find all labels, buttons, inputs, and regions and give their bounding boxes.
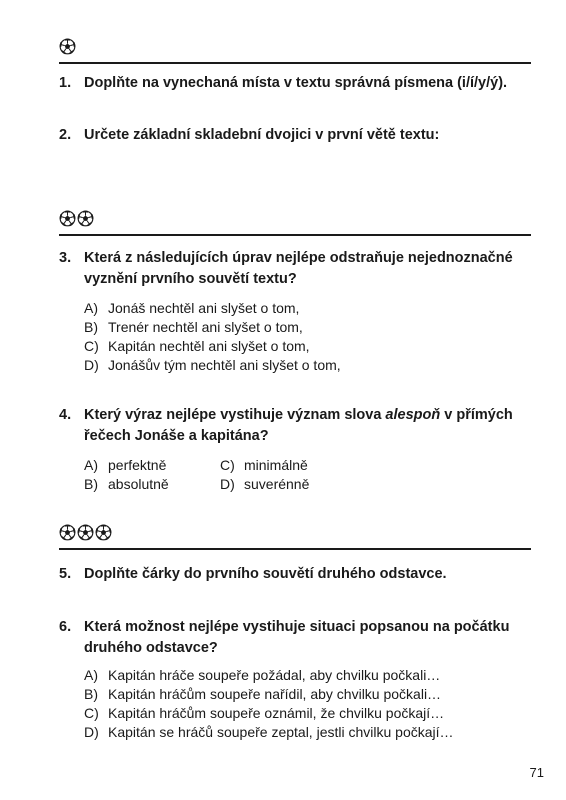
question-1 [59, 73, 529, 94]
question-text [84, 405, 529, 447]
question-number: 3. [59, 250, 72, 266]
soccer-ball-icon [59, 38, 76, 55]
option-text: perfektně [108, 457, 167, 473]
option-letter: C) [84, 705, 99, 721]
option-letter: D) [84, 724, 99, 740]
soccer-ball-icon [59, 524, 76, 541]
option-letter: D) [220, 476, 235, 492]
section-rule [59, 548, 531, 550]
difficulty-rating [59, 524, 112, 544]
option-text: absolutně [108, 476, 169, 492]
question-3 [59, 248, 529, 290]
question-number: 5. [59, 566, 72, 582]
answer-option-d[interactable] [84, 723, 454, 742]
question-text: Určete základní skladební dvojici v první větě textu: [84, 127, 440, 143]
option-letter: B) [84, 319, 98, 335]
section-rule [59, 234, 531, 236]
question-2 [59, 125, 529, 146]
emphasized-word: alespoň [385, 407, 441, 423]
answer-option-b[interactable] [84, 475, 220, 494]
soccer-ball-icon [77, 210, 94, 227]
question-number: 6. [59, 619, 72, 635]
question-text-part: v přímých řečech Jonáše a kapitána? [84, 407, 513, 444]
soccer-ball-icon [59, 210, 76, 227]
option-letter: C) [220, 457, 235, 473]
question-6 [59, 617, 529, 659]
answer-options-q3 [84, 299, 341, 375]
option-text: suverénně [244, 476, 310, 492]
answer-options-q4 [84, 456, 340, 494]
option-letter: D) [84, 357, 99, 373]
answer-option-b[interactable] [84, 318, 341, 337]
option-text: Jonášův tým nechtěl ani slyšet o tom, [108, 357, 341, 373]
difficulty-header-1 [59, 38, 531, 64]
option-text: Trenér nechtěl ani slyšet o tom, [108, 319, 303, 335]
answer-option-c[interactable] [220, 456, 340, 475]
option-text: Jonáš nechtěl ani slyšet o tom, [108, 300, 300, 316]
difficulty-header-3 [59, 524, 531, 550]
soccer-ball-icon [95, 524, 112, 541]
question-text: Doplňte na vynechaná místa v textu správná písmena (i/í/y/ý). [84, 75, 508, 91]
question-text: Která možnost nejlépe vystihuje situaci popsanou na počátku druhého odstavce? [84, 619, 510, 656]
question-4 [59, 405, 529, 447]
difficulty-rating [59, 210, 94, 230]
difficulty-header-2 [59, 210, 531, 236]
option-letter: B) [84, 686, 98, 702]
question-number: 2. [59, 127, 72, 143]
option-text: minimálně [244, 457, 308, 473]
answer-option-a[interactable] [84, 456, 220, 475]
question-number: 1. [59, 75, 72, 91]
page-number: 71 [529, 765, 544, 780]
answer-option-b[interactable] [84, 685, 454, 704]
difficulty-rating [59, 38, 76, 58]
answer-options-q6 [84, 666, 454, 742]
answer-option-c[interactable] [84, 337, 341, 356]
question-text: Která z následujících úprav nejlépe odstraňuje nejednoznačné vyznění prvního souvětí textu? [84, 250, 513, 287]
option-text: Kapitán hráče soupeře požádal, aby chvilku počkali… [108, 667, 441, 683]
question-text: Doplňte čárky do prvního souvětí druhého odstavce. [84, 566, 447, 582]
option-text: Kapitán se hráčů soupeře zeptal, jestli chvilku počkají… [108, 724, 454, 740]
answer-option-a[interactable] [84, 299, 341, 318]
option-letter: A) [84, 667, 98, 683]
answer-option-d[interactable] [84, 356, 341, 375]
answer-option-a[interactable] [84, 666, 454, 685]
option-letter: C) [84, 338, 99, 354]
option-letter: A) [84, 457, 98, 473]
option-text: Kapitán hráčům soupeře oznámil, že chvilku počkají… [108, 705, 445, 721]
question-text-part: Který výraz nejlépe vystihuje význam slova [84, 407, 386, 423]
option-letter: A) [84, 300, 98, 316]
section-rule [59, 62, 531, 64]
answer-option-d[interactable] [220, 475, 340, 494]
answer-option-c[interactable] [84, 704, 454, 723]
question-5 [59, 564, 529, 585]
question-number: 4. [59, 407, 72, 423]
soccer-ball-icon [77, 524, 94, 541]
option-text: Kapitán nechtěl ani slyšet o tom, [108, 338, 310, 354]
option-text: Kapitán hráčům soupeře nařídil, aby chvilku počkali… [108, 686, 442, 702]
option-letter: B) [84, 476, 98, 492]
